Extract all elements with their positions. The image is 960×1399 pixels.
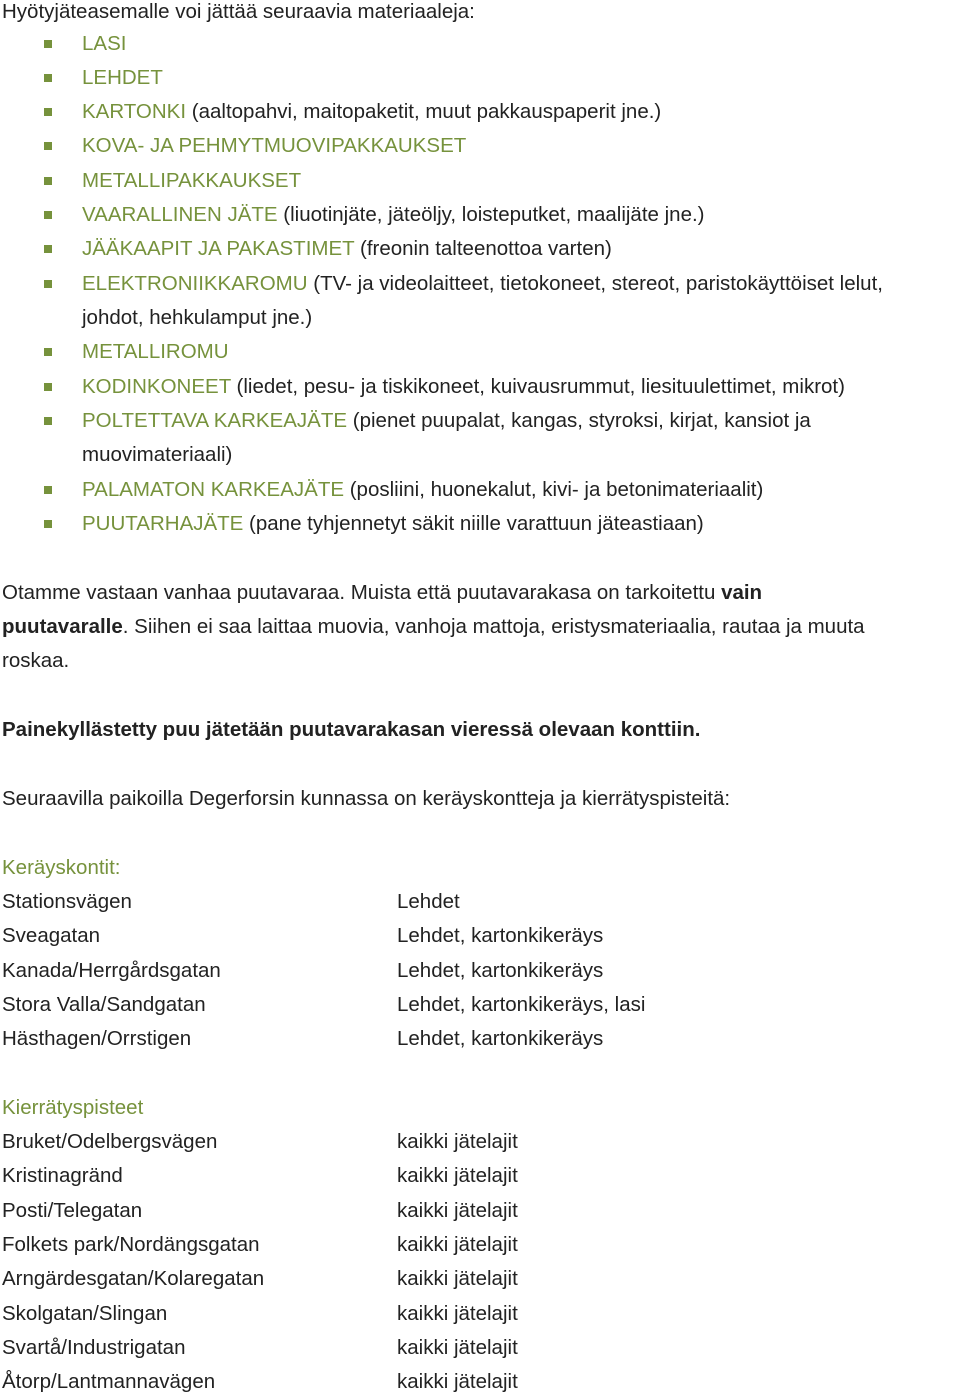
bullet-icon bbox=[44, 245, 52, 253]
bullet-icon bbox=[44, 520, 52, 528]
material-name: ELEKTRONIIKKAROMU bbox=[82, 272, 308, 295]
wood-text: . Siihen ei saa laittaa muovia, vanhoja mattoja, eristysmateriaalia, rautaa ja muuta bbox=[122, 615, 865, 638]
place: Folkets park/Nordängsgatan bbox=[2, 1233, 260, 1256]
material-desc: (pienet puupalat, kangas, styroksi, kirjat, kansiot ja bbox=[347, 409, 811, 432]
collected-items: kaikki jätelajit bbox=[397, 1336, 518, 1359]
material-desc-continued: johdot, hehkulamput jne.) bbox=[82, 306, 313, 329]
material-name: KODINKONEET bbox=[82, 375, 231, 398]
bullet-icon bbox=[44, 177, 52, 185]
material-name: LASI bbox=[82, 32, 127, 55]
bullet-icon bbox=[44, 383, 52, 391]
collection-heading: Keräyskontit: bbox=[2, 856, 121, 879]
material-desc: (TV- ja videolaitteet, tietokoneet, stereot, paristokäyttöiset lelut, bbox=[307, 272, 883, 295]
bullet-icon bbox=[44, 280, 52, 288]
material-desc: (liuotinjäte, jäteöljy, loisteputket, maalijäte jne.) bbox=[277, 203, 705, 226]
material-name: METALLIPAKKAUKSET bbox=[82, 169, 302, 192]
material-name: JÄÄKAAPIT JA PAKASTIMET bbox=[82, 237, 355, 260]
bullet-icon bbox=[44, 108, 52, 116]
place: Bruket/Odelbergsvägen bbox=[2, 1130, 218, 1153]
place: Kristinagränd bbox=[2, 1164, 123, 1187]
bullet-icon bbox=[44, 74, 52, 82]
bullet-icon bbox=[44, 211, 52, 219]
collected-items: Lehdet, kartonkikeräys, lasi bbox=[397, 993, 646, 1016]
place: Svartå/Industrigatan bbox=[2, 1336, 186, 1359]
locations-intro: Seuraavilla paikoilla Degerforsin kunnassa on keräyskontteja ja kierrätyspisteitä: bbox=[2, 787, 731, 810]
collected-items: kaikki jätelajit bbox=[397, 1233, 518, 1256]
collected-items: kaikki jätelajit bbox=[397, 1370, 518, 1393]
wood-text: roskaa. bbox=[2, 649, 70, 672]
place: Åtorp/Lantmannavägen bbox=[2, 1370, 216, 1393]
material-name: PALAMATON KARKEAJÄTE bbox=[82, 478, 345, 501]
place: Skolgatan/Slingan bbox=[2, 1302, 168, 1325]
material-name: LEHDET bbox=[82, 66, 163, 89]
collected-items: Lehdet, kartonkikeräys bbox=[397, 959, 604, 982]
collected-items: kaikki jätelajit bbox=[397, 1302, 518, 1325]
bullet-icon bbox=[44, 40, 52, 48]
wood-text: Otamme vastaan vanhaa puutavaraa. Muista että puutavarakasa on tarkoitettu bbox=[2, 581, 722, 604]
intro-text: Hyötyjäteasemalle voi jättää seuraavia materiaaleja: bbox=[2, 0, 475, 23]
material-name: KOVA- JA PEHMYTMUOVIPAKKAUKSET bbox=[82, 134, 467, 157]
material-desc: (freonin talteenottoa varten) bbox=[354, 237, 612, 260]
material-name: PUUTARHAJÄTE bbox=[82, 512, 244, 535]
collected-items: Lehdet bbox=[397, 890, 460, 913]
material-name: METALLIROMU bbox=[82, 340, 229, 363]
place: Sveagatan bbox=[2, 924, 101, 947]
material-desc: (posliini, huonekalut, kivi- ja betonimateriaalit) bbox=[344, 478, 764, 501]
wood-emphasis: vain bbox=[721, 581, 763, 604]
collected-items: Lehdet, kartonkikeräys bbox=[397, 1027, 604, 1050]
recycling-heading: Kierrätyspisteet bbox=[2, 1096, 144, 1119]
material-name: KARTONKI bbox=[82, 100, 187, 123]
collected-items: Lehdet, kartonkikeräys bbox=[397, 924, 604, 947]
pressure-treated-note: Painekyllästetty puu jätetään puutavarakasan vieressä olevaan konttiin. bbox=[2, 718, 701, 741]
place: Stationsvägen bbox=[2, 890, 132, 913]
bullet-icon bbox=[44, 142, 52, 150]
collected-items: kaikki jätelajit bbox=[397, 1164, 518, 1187]
place: Arngärdesgatan/Kolaregatan bbox=[2, 1267, 265, 1290]
wood-emphasis: puutavaralle bbox=[2, 615, 123, 638]
bullet-icon bbox=[44, 486, 52, 494]
place: Hästhagen/Orrstigen bbox=[2, 1027, 192, 1050]
material-desc-continued: muovimateriaali) bbox=[82, 443, 233, 466]
collected-items: kaikki jätelajit bbox=[397, 1199, 518, 1222]
material-name: POLTETTAVA KARKEAJÄTE bbox=[82, 409, 348, 432]
material-name: VAARALLINEN JÄTE bbox=[82, 203, 278, 226]
material-desc: (pane tyhjennetyt säkit niille varattuun jäteastiaan) bbox=[243, 512, 704, 535]
material-desc: (liedet, pesu- ja tiskikoneet, kuivausrummut, liesituulettimet, mikrot) bbox=[230, 375, 845, 398]
material-desc: (aaltopahvi, maitopaketit, muut pakkauspaperit jne.) bbox=[186, 100, 662, 123]
collected-items: kaikki jätelajit bbox=[397, 1267, 518, 1290]
bullet-icon bbox=[44, 417, 52, 425]
bullet-icon bbox=[44, 348, 52, 356]
place: Stora Valla/Sandgatan bbox=[2, 993, 206, 1016]
place: Posti/Telegatan bbox=[2, 1199, 143, 1222]
place: Kanada/Herrgårdsgatan bbox=[2, 959, 221, 982]
collected-items: kaikki jätelajit bbox=[397, 1130, 518, 1153]
